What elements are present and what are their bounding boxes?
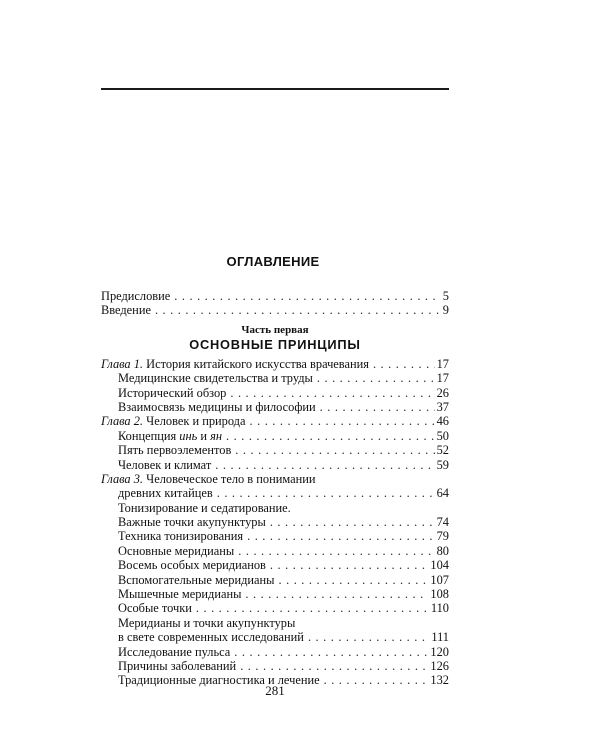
toc-section[interactable] <box>101 529 449 543</box>
toc-entry-page: 37 <box>436 399 449 414</box>
chapter-title: Человеческое тело в понимании <box>146 471 316 486</box>
toc-entry-label: Исследование пульса <box>118 644 231 659</box>
toc-section[interactable] <box>101 501 449 515</box>
chapter-prefix: Глава 2. <box>101 414 144 429</box>
leader-dots <box>245 587 428 601</box>
toc-entry-label: Медицинские свидетельства и труды <box>118 371 313 386</box>
chapter-title: История китайского искусства врачевания <box>146 356 369 371</box>
toc-entry-label <box>118 429 222 443</box>
toc-entry-label: Основные меридианы <box>118 543 235 558</box>
toc-entry-page: 110 <box>430 601 449 616</box>
toc-section[interactable] <box>101 515 449 529</box>
toc-entry-label: Тонизирование и седатирование. <box>118 500 291 515</box>
toc-entry-page: 126 <box>430 658 449 673</box>
leader-dots <box>196 601 429 615</box>
toc-chapter-3[interactable] <box>101 472 449 486</box>
toc-entry-page: 111 <box>431 630 449 645</box>
toc-chapter-1[interactable] <box>101 357 449 371</box>
leader-dots <box>230 386 434 400</box>
page-number: 281 <box>265 683 285 698</box>
toc-entry-page: 79 <box>436 529 449 544</box>
toc-entry-label: Пять первоэлементов <box>118 443 232 458</box>
toc-section[interactable] <box>101 659 449 673</box>
toc-entry-label: Техника тонизирования <box>118 529 244 544</box>
toc-entry-introduction[interactable] <box>101 303 449 317</box>
toc-entry-label: Меридианы и точки акупунктуры <box>118 615 296 630</box>
toc-entry-label: Причины заболеваний <box>118 658 237 673</box>
leader-dots <box>247 529 435 543</box>
toc-section[interactable] <box>101 429 449 443</box>
toc-entry-label <box>101 357 369 371</box>
toc-chapter-2[interactable] <box>101 414 449 428</box>
toc-entry-label: Особые точки <box>118 601 192 616</box>
leader-dots <box>235 443 434 457</box>
toc-entry-page: 64 <box>436 486 449 501</box>
leader-dots <box>215 458 434 472</box>
toc-entry-page: 26 <box>436 385 449 400</box>
toc-section[interactable] <box>101 645 449 659</box>
toc-section[interactable] <box>101 371 449 385</box>
toc-section-continued[interactable] <box>101 630 449 644</box>
leader-dots <box>234 645 428 659</box>
label-text: и <box>197 428 211 443</box>
leader-dots <box>308 630 429 644</box>
toc-section[interactable] <box>101 544 449 558</box>
chapter-prefix: Глава 3. <box>101 471 144 486</box>
chapter-prefix: Глава 1. <box>101 356 144 371</box>
toc-entry-page: 74 <box>436 515 449 530</box>
leader-dots <box>238 544 434 558</box>
toc-section[interactable] <box>101 558 449 572</box>
toc-section[interactable] <box>101 443 449 457</box>
toc-entry-page: 108 <box>430 587 449 602</box>
toc-entry-label: древних китайцев <box>118 486 213 501</box>
leader-dots <box>217 486 435 500</box>
toc-entry-label: Традиционные диагностика и лечение <box>118 673 320 688</box>
leader-dots <box>250 414 435 428</box>
toc-entry-label: Введение <box>101 303 151 318</box>
page-title: ОГЛАВЛЕНИЕ <box>226 254 320 269</box>
toc-chapter-3-continued[interactable] <box>101 486 449 500</box>
leader-dots <box>174 289 441 303</box>
toc-entry-page: 17 <box>436 356 449 371</box>
toc-entry-page: 9 <box>442 303 449 318</box>
leader-dots <box>373 357 435 371</box>
toc-entry-page: 104 <box>430 558 449 573</box>
toc-entry-page: 120 <box>430 644 449 659</box>
toc-section[interactable] <box>101 386 449 400</box>
toc-entry-page: 132 <box>430 673 449 688</box>
leader-dots <box>155 303 441 317</box>
toc-entry-label: Исторический обзор <box>118 385 227 400</box>
toc-entry-label: Предисловие <box>101 289 171 303</box>
toc-section[interactable] <box>101 458 449 472</box>
leader-dots <box>226 429 435 443</box>
toc-entry-page: 59 <box>436 457 449 472</box>
toc-entry-page: 17 <box>436 371 449 386</box>
leader-dots <box>240 659 428 673</box>
part-label: Часть первая <box>241 323 309 336</box>
yang-term: ян <box>210 428 223 443</box>
toc-section[interactable] <box>101 616 449 630</box>
toc-entry-label: в свете современных исследований <box>118 630 304 645</box>
yin-term: инь <box>179 428 198 443</box>
toc-entry-label: Вспомогательные меридианы <box>118 572 275 587</box>
toc-entry-page: 52 <box>436 443 449 458</box>
leader-dots <box>270 515 435 529</box>
toc-entry-label: Важные точки акупунктуры <box>118 515 266 530</box>
toc-entry-label: Восемь особых меридианов <box>118 558 266 573</box>
toc-entry-preface[interactable] <box>101 289 449 303</box>
toc-entry-label <box>101 414 246 428</box>
toc-entry-page: 80 <box>436 543 449 558</box>
top-rule <box>101 88 449 90</box>
label-text: Концепция <box>118 428 180 443</box>
leader-dots <box>320 400 435 414</box>
toc-section[interactable] <box>101 573 449 587</box>
toc-entry-label <box>101 472 316 486</box>
toc-section[interactable] <box>101 400 449 414</box>
part-heading <box>101 324 449 353</box>
leader-dots <box>279 573 429 587</box>
toc-entry-label: Взаимосвязь медицины и философии <box>118 399 316 414</box>
toc-section[interactable] <box>101 587 449 601</box>
leader-dots <box>317 371 435 385</box>
toc-entry-page: 50 <box>436 428 449 443</box>
chapter-title: Человек и природа <box>146 414 246 429</box>
toc-entry-label: Человек и климат <box>118 457 212 472</box>
toc-entry-page: 5 <box>442 289 449 303</box>
table-of-contents <box>101 289 449 688</box>
toc-entry-label: Мышечные меридианы <box>118 587 242 602</box>
leader-dots <box>270 558 428 572</box>
toc-section[interactable] <box>101 601 449 615</box>
part-name: ОСНОВНЫЕ ПРИНЦИПЫ <box>189 336 361 352</box>
toc-entry-page: 46 <box>436 414 449 429</box>
toc-entry-page: 107 <box>430 572 449 587</box>
